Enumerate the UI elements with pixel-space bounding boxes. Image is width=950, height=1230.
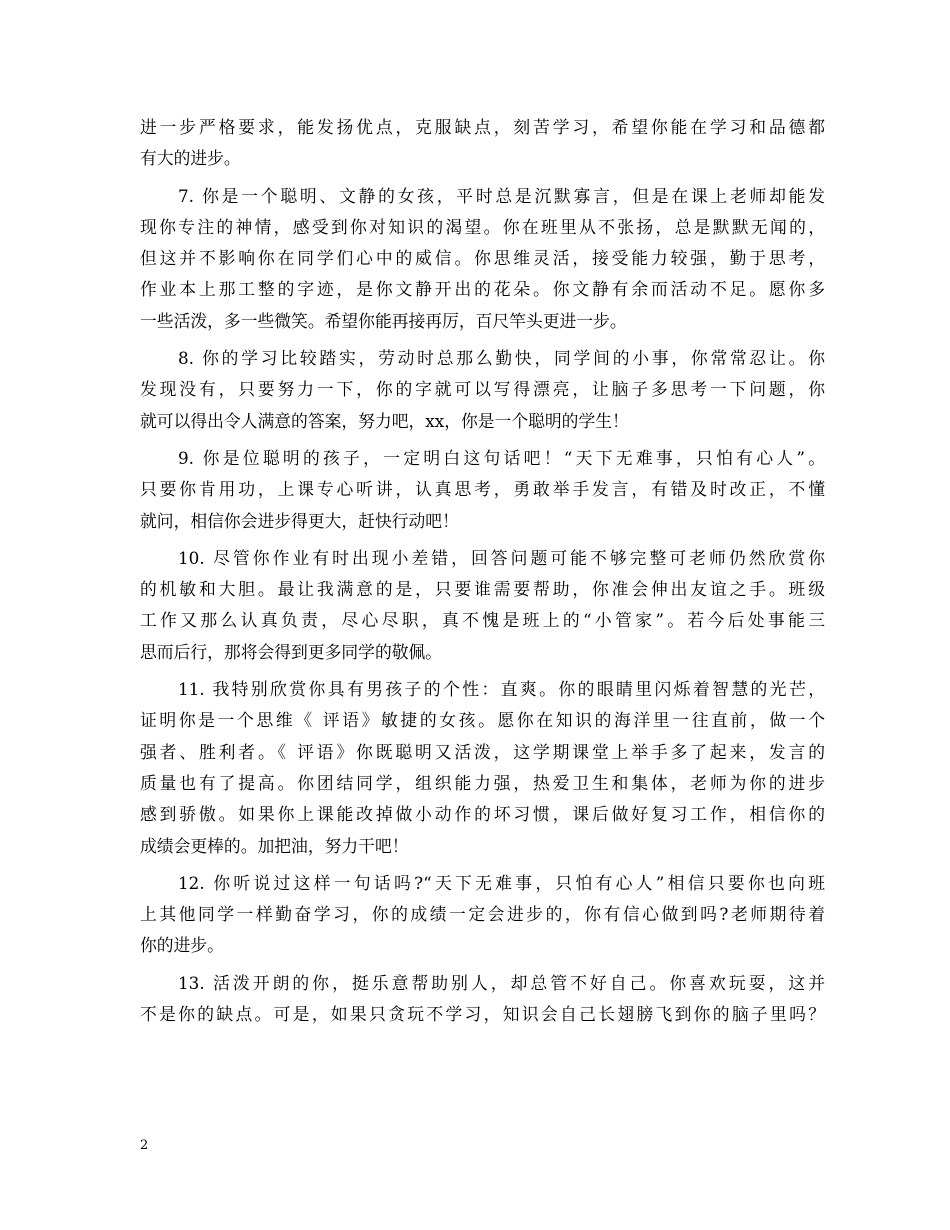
paragraph-item-12 <box>140 868 825 962</box>
paragraph-item-13 <box>140 968 825 1031</box>
text-line: 9. 你是位聪明的孩子，一定明白这句话吧！“天下无难事，只怕有心人”。 <box>178 447 825 468</box>
text-line: 7. 你是一个聪明、文静的女孩，平时总是沉默寡言，但是在课上老师却能发 <box>178 185 825 206</box>
text-line: 成绩会更棒的。加把油，努力干吧！ <box>140 835 409 856</box>
text-line: 10. 尽管你作业有时出现小差错，回答问题可能不够完整可老师仍然欣赏你 <box>178 547 825 568</box>
text-line: 有大的进步。 <box>140 148 241 169</box>
text-line: 强者、胜利者。《 评语》你既聪明又活泼，这学期课堂上举手多了起来，发言的 <box>140 741 825 762</box>
text-line: 证明你是一个思维《 评语》敏捷的女孩。愿你在知识的海洋里一往直前，做一个 <box>140 710 825 731</box>
text-line: 一些活泼，多一些微笑。希望你能再接再厉，百尺竿头更进一步。 <box>140 310 627 331</box>
text-line: 你的进步。 <box>140 935 224 956</box>
text-line: 作业本上那工整的字迹，是你文静开出的花朵。你文静有余而活动不足。愿你多 <box>140 279 825 300</box>
text-line: 只要你肯用功，上课专心听讲，认真思考，勇敢举手发言，有错及时改正，不懂 <box>140 479 825 500</box>
text-line: 感到骄傲。如果你上课能改掉做小动作的坏习惯，课后做好复习工作，相信你的 <box>140 804 825 825</box>
text-line: 就问，相信你会进步得更大，赶快行动吧！ <box>140 510 459 531</box>
text-line: 发现没有，只要努力一下，你的字就可以写得漂亮，让脑子多思考一下问题，你 <box>140 379 825 400</box>
text-line: 质量也有了提高。你团结同学，组织能力强，热爱卫生和集体，老师为你的进步 <box>140 772 825 793</box>
paragraph-item-8 <box>140 343 825 437</box>
text-line: 11. 我特别欣赏你具有男孩子的个性：直爽。你的眼睛里闪烁着智慧的光芒， <box>178 679 825 700</box>
paragraph-continuation <box>140 112 825 175</box>
paragraph-item-10 <box>140 543 825 668</box>
paragraph-item-9 <box>140 443 825 537</box>
paragraph-item-11 <box>140 674 825 862</box>
text-line: 思而后行，那将会得到更多同学的敬佩。 <box>140 641 443 662</box>
text-line: 工作又那么认真负责，尽心尽职，真不愧是班上的“小管家”。若今后处事能三 <box>140 610 825 631</box>
text-line: 现你专注的神情，感受到你对知识的渴望。你在班里从不张扬，总是默默无闻的， <box>140 216 825 237</box>
text-line: 就可以得出令人满意的答案，努力吧，xx，你是一个聪明的学生！ <box>140 410 629 431</box>
text-line: 13. 活泼开朗的你，挺乐意帮助别人，却总管不好自己。你喜欢玩耍，这并 <box>178 972 825 993</box>
paragraph-item-7 <box>140 181 825 337</box>
text-line: 但这并不影响你在同学们心中的威信。你思维灵活，接受能力较强，勤于思考， <box>140 248 825 269</box>
page-number: 2 <box>140 1138 149 1153</box>
document-body <box>140 112 825 1036</box>
text-line: 不是你的缺点。可是，如果只贪玩不学习，知识会自己长翅膀飞到你的脑子里吗？ <box>140 1004 825 1025</box>
text-line: 12. 你听说过这样一句话吗?“天下无难事，只怕有心人”相信只要你也向班 <box>178 872 825 893</box>
text-line: 进一步严格要求，能发扬优点，克服缺点，刻苦学习，希望你能在学习和品德都 <box>140 117 825 137</box>
text-line: 8. 你的学习比较踏实，劳动时总那么勤快，同学间的小事，你常常忍让。你 <box>178 348 825 369</box>
text-line: 上其他同学一样勤奋学习，你的成绩一定会进步的，你有信心做到吗?老师期待着 <box>140 904 825 925</box>
text-line: 的机敏和大胆。最让我满意的是，只要谁需要帮助，你准会伸出友谊之手。班级 <box>140 579 825 600</box>
